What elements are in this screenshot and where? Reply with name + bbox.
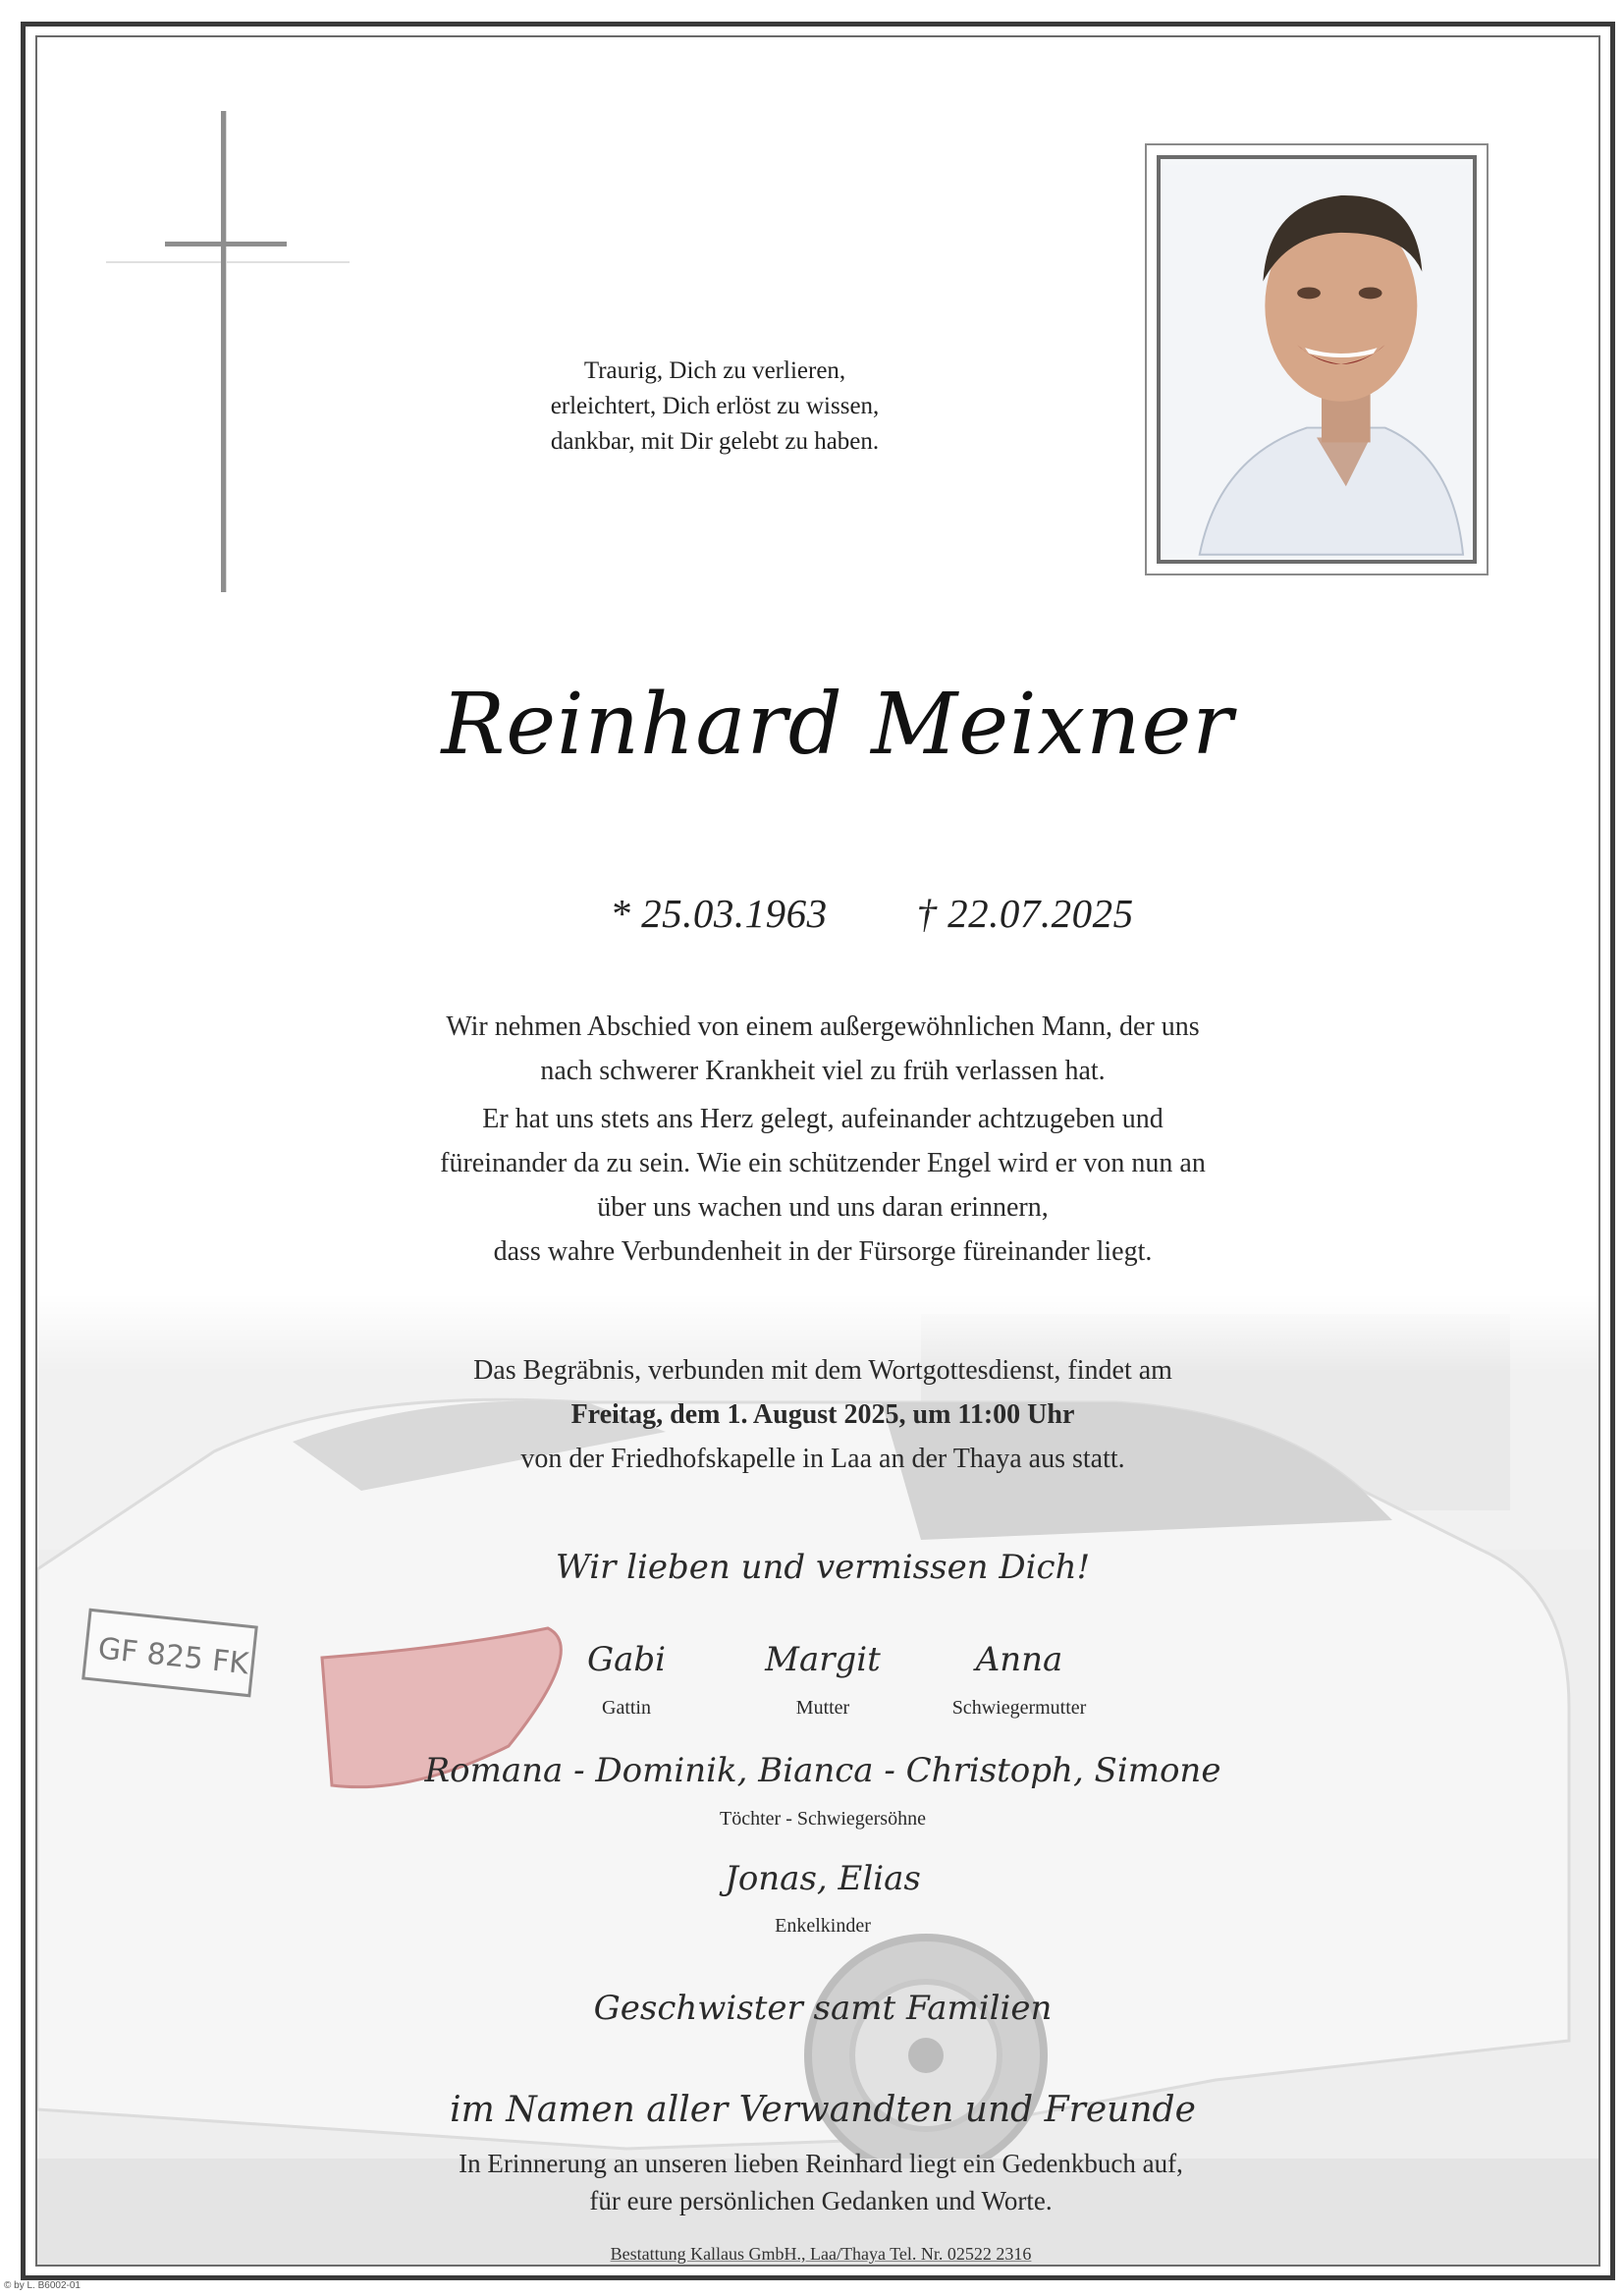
- life-dates: [479, 890, 1265, 937]
- cross-icon: [106, 111, 350, 602]
- memorial-note-text: [281, 2145, 1361, 2219]
- relatives-line: im Namen aller Verwandten und Freunde: [450, 2090, 1196, 2130]
- funeral-home-footer: Bestattung Kallaus GmbH., Laa/Thaya Tel. Nr. 02522 2316: [610, 2244, 1032, 2264]
- siblings-line: Geschwister samt Familien: [593, 1989, 1053, 2028]
- children-names: Romana - Dominik, Bianca - Christoph, Simone: [424, 1751, 1221, 1790]
- farewell-line: über uns wachen und uns daran erinnern,: [597, 1192, 1049, 1223]
- portrait-image: [1161, 159, 1473, 560]
- mourner-role-margit: Mutter: [795, 1697, 850, 1719]
- funeral-date-time: Freitag, dem 1. August 2025, um 11:00 Uhr: [570, 1399, 1075, 1430]
- portrait-photo: [1145, 143, 1489, 575]
- deceased-name: Reinhard Meixner: [441, 676, 1234, 774]
- grandchildren-names: Jonas, Elias: [725, 1859, 921, 1898]
- notice-card: [35, 35, 1600, 2267]
- mourner-name-anna: Anna: [975, 1640, 1063, 1679]
- children-role: Töchter - Schwiegersöhne: [720, 1808, 926, 1830]
- mourner-name-margit: Margit: [765, 1640, 881, 1679]
- farewell-text: [283, 1005, 1363, 1274]
- mourner-role-gabi: Gattin: [602, 1697, 651, 1719]
- love-line: Wir lieben und vermissen Dich!: [555, 1548, 1091, 1587]
- death-date: † 22.07.2025: [916, 891, 1134, 936]
- mourner-name-gabi: Gabi: [586, 1640, 667, 1679]
- memorial-line: In Erinnerung an unseren lieben Reinhard liegt ein Gedenkbuch auf,: [459, 2149, 1183, 2178]
- poem-line: dankbar, mit Dir gelebt zu haben.: [550, 428, 880, 455]
- grandchildren-role: Enkelkinder: [775, 1915, 871, 1937]
- poem: [509, 354, 921, 460]
- memorial-line: für eure persönlichen Gedanken und Worte.: [589, 2186, 1053, 2215]
- farewell-line: dass wahre Verbundenheit in der Fürsorge füreinander liegt.: [493, 1236, 1153, 1267]
- farewell-line: Wir nehmen Abschied von einem außergewöhnlichen Mann, der uns: [446, 1011, 1200, 1042]
- mourner-role-anna: Schwiegermutter: [951, 1697, 1087, 1719]
- farewell-line: füreinander da zu sein. Wie ein schützender Engel wird er von nun an: [440, 1148, 1206, 1178]
- birth-date: * 25.03.1963: [610, 891, 828, 936]
- farewell-line: Er hat uns stets ans Herz gelegt, aufeinander achtzugeben und: [482, 1104, 1164, 1134]
- poem-line: Traurig, Dich zu verlieren,: [583, 357, 846, 384]
- print-credit: © by L. B6002-01: [4, 2280, 81, 2291]
- funeral-line-3: von der Friedhofskapelle in Laa an der Thaya aus statt.: [520, 1444, 1125, 1474]
- funeral-info: [283, 1348, 1363, 1481]
- funeral-line-1: Das Begräbnis, verbunden mit dem Wortgottesdienst, findet am: [473, 1355, 1172, 1386]
- poem-line: erleichtert, Dich erlöst zu wissen,: [550, 393, 880, 419]
- farewell-line: nach schwerer Krankheit viel zu früh verlassen hat.: [540, 1056, 1106, 1086]
